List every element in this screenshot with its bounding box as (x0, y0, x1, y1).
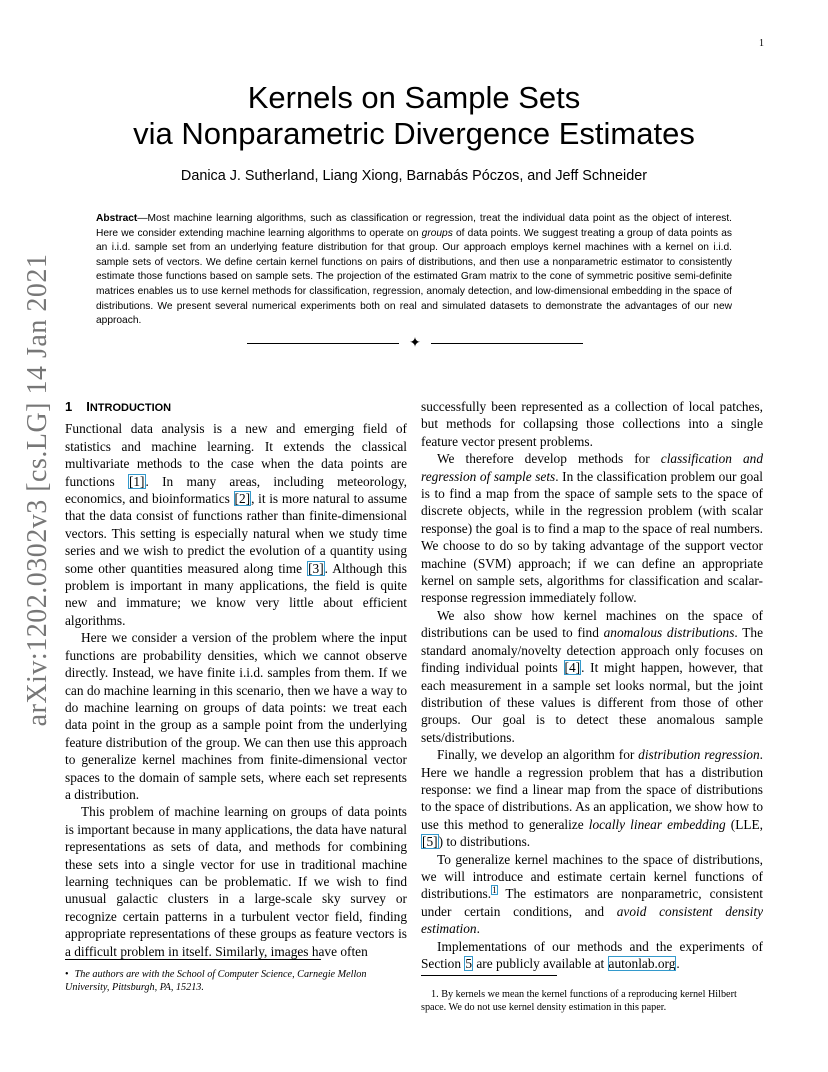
paragraph-text: We also show how kernel machines on the space of distributions can be used to find (421, 607, 763, 641)
footnote-rule (65, 959, 321, 960)
paragraph-text: . (476, 921, 480, 937)
emphasis-text: avoid consistent density estimation (421, 903, 763, 937)
section-divider (245, 336, 585, 350)
paragraph-text: (LLE, (725, 816, 763, 832)
paragraph-text: . Here we handle a regression problem that has a distribution response: we find a linear map from the space of distributions to the space of distributions. As an application, we show how to use this method to generalize (421, 747, 763, 832)
paragraph-text: , it is more natural to assume that the data consist of functions rather than finite-dimensional vectors. This setting is especially natural when we study time series and we wish to predict the evolution of a quantity using some other quantities measured along time (65, 491, 407, 576)
emphasis-text: anomalous distributions (603, 625, 735, 641)
paragraph (421, 607, 763, 746)
paragraph-text: . The standard anomaly/novelty detection approach only focuses on finding individual points (421, 625, 764, 676)
author-list: Danica J. Sutherland, Liang Xiong, Barnabás Póczos, and Jeff Schneider (180, 168, 648, 184)
paragraph-text: . In many areas, including meteorology, economics, and bioinformatics (65, 473, 407, 507)
left-column (65, 398, 407, 960)
paragraph-text: Functional data analysis is a new and emerging field of statistics and machine learning. It extends the classical multivariate methods to the case when the data points are functions (65, 421, 407, 489)
paragraph-text: are publicly available at (473, 956, 608, 971)
bullet-icon: • (65, 969, 69, 980)
paragraph-text: . Although this problem is important in many applications, the field is quite new and immature; we know very little about efficient algorithms. (65, 560, 407, 628)
paragraph-text: ) to distributions. (438, 834, 531, 850)
paragraph (421, 450, 763, 607)
abstract-emphasis: groups (421, 227, 453, 239)
section-title-rest: NTRODUCTION (89, 402, 172, 414)
paragraph: successfully been represented as a collection of local patches, but methods for collapsing those collections into a single feature vector present problems. (421, 399, 763, 449)
abstract-text-2: of data points. We suggest treating a group of data points as an i.i.d. sample set from an underlying feature distribution for that group. Our approach employs kernel machines with a kernel on i.i.d. sample sets of vectors. We define certain kernel functions on pairs of distributions, and then use a nonparametric estimator to consistently estimate those functions based on sample sets. The projection of the estimated Gram matrix to the cone of symmetric positive semi-definite matrices enables us to use kernel methods for classification, regression, anomaly detection, and low-dimensional embedding in the space of distributions. We present several numerical experiments both on real and simulated datasets to demonstrate the advantages of our new approach. (96, 227, 732, 327)
section-title-initial: I (86, 399, 90, 414)
section-reference-link[interactable]: 5 (465, 956, 473, 971)
footnote-marker-link[interactable]: 1 (492, 884, 497, 895)
divider-star-icon: ✦ (409, 335, 421, 351)
paragraph-text: The estimators are nonparametric, consistent under certain conditions, and (421, 886, 763, 919)
paragraph: Here we consider a version of the problem where the input functions are probability densities, which we cannot observe directly. Instead, we have finite i.i.d. samples from them. If we can do machine learning in this scenario, then we have a way to do machine learning on groups of data points: we treat each data point in the group as a sample point from the underlying feature distribution of the group. We can then use this approach to generalize kernel machines from finite-dimensional vector spaces to the domain of sample sets, where each set represents a distribution. (65, 630, 407, 802)
paragraph-text: . In the classification problem our goal is to find a map from the space of sample sets to the space of discrete objects, while in the regression problem (with scalar response) the goal is to find a map to the space of real numbers. We choose to do so by taking advantage of the support vector machine (SVM) approach; if we can define an appropriate kernel on sample sets, algorithms for classification and scalar-response regression immediately follow. (421, 468, 763, 606)
paper-title-line-2: via Nonparametric Divergence Estimates (133, 116, 695, 151)
citation-link[interactable]: [1] (128, 473, 145, 489)
autonlab-url-link[interactable]: autonlab.org (608, 956, 676, 971)
paragraph-text: Finally, we develop an algorithm for (437, 747, 639, 763)
page-number: 1 (759, 38, 764, 49)
citation-link[interactable]: [5] (422, 834, 438, 850)
kernel-footnote: 1. By kernels we mean the kernel functions of a reproducing kernel Hilbert space. We do not use kernel density estimation in this paper. (421, 989, 737, 1013)
divider-line-left (247, 343, 399, 344)
citation-link[interactable]: [3] (308, 560, 324, 576)
right-column (421, 398, 763, 972)
footnote-text: The authors are with the School of Computer Science, Carnegie Mellon University, Pittsburgh, PA, 15213. (65, 969, 367, 993)
paper-title-line-1: Kernels on Sample Sets (247, 80, 581, 115)
paragraph (421, 938, 763, 973)
paragraph-text: . (676, 956, 680, 971)
author-affiliation-footnote (65, 968, 407, 994)
emphasis-text: distribution regression (638, 747, 760, 763)
paragraph (421, 746, 763, 850)
title-block (0, 80, 828, 184)
divider-line-right (431, 343, 583, 344)
abstract (96, 212, 732, 329)
paragraph-text: We therefore develop methods for (437, 451, 661, 467)
paragraph (421, 851, 763, 938)
emphasis-text: locally linear embedding (588, 816, 726, 832)
citation-link[interactable]: [2] (234, 491, 251, 507)
section-heading (65, 398, 407, 417)
paragraph: This problem of machine learning on groups of data points is important because in many applications, the data have natural representations as sets of data, and methods for combining these sets into a single vector for use in traditional machine learning techniques can be problematic. If we wish to find unusual galactic clusters in a large-scale sky survey or recognize certain patterns in a turbulent vector field, finding appropriate representations of these groups as feature vectors is a difficult problem in itself. Similarly, images have often (65, 804, 407, 959)
citation-link[interactable]: [4] (564, 660, 581, 676)
paragraph (65, 420, 407, 629)
footnote-rule (421, 975, 557, 976)
abstract-text-1: —Most machine learning algorithms, such as classification or regression, treat the individual data point as the object of interest. Here we consider extending machine learning algorithms to operate on (96, 213, 732, 239)
emphasis-text: classification and regression of sample sets (421, 451, 764, 484)
arxiv-identifier-stamp[interactable]: arXiv:1202.0302v3 [cs.LG] 14 Jan 2021 (22, 253, 53, 727)
paragraph-text: To generalize kernel machines to the space of distributions, we will introduce and estimate certain kernel functions of distributions. (421, 851, 763, 902)
paragraph-text: . It might happen, however, that each measurement in a sample set looks normal, but the joint distribution of these values is different from those of other groups. Our goal is to detect these anomalous sample sets/distributions. (421, 660, 763, 745)
section-number: 1 (65, 399, 73, 414)
paragraph-text: Implementations of our methods and the experiments of Section (421, 938, 763, 971)
abstract-label: Abstract (96, 213, 138, 224)
